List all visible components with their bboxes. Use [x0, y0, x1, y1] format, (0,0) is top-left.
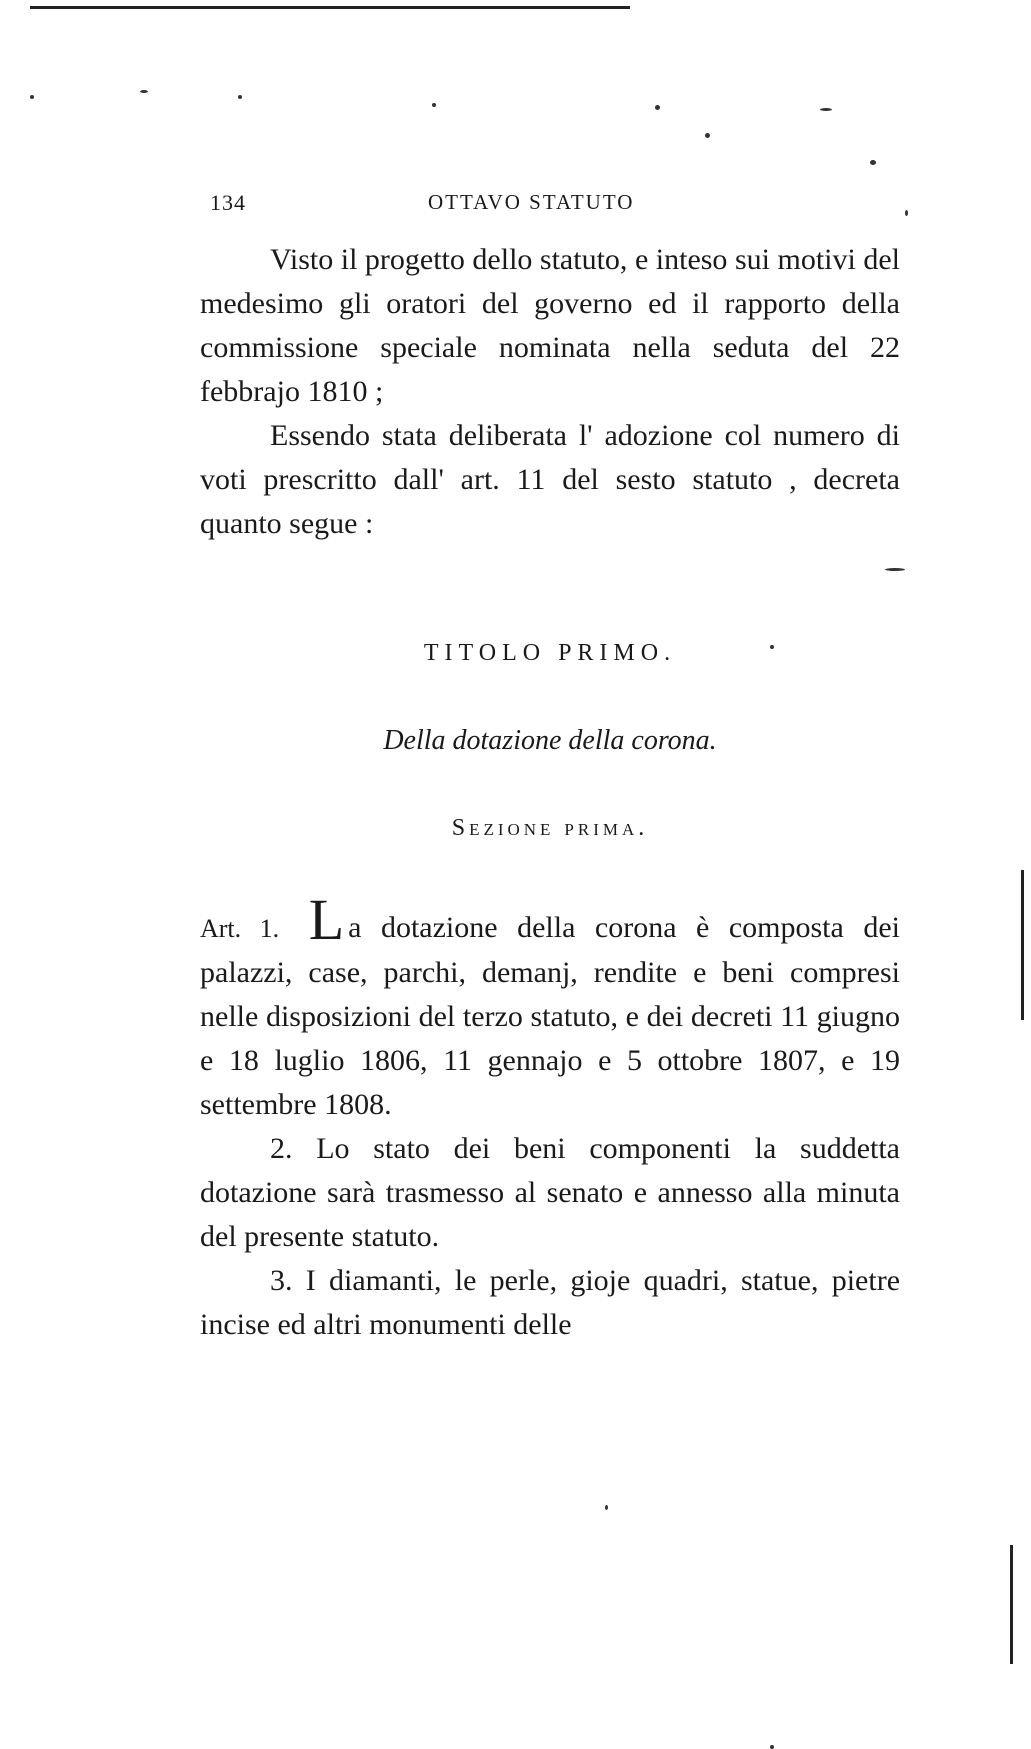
preamble-paragraph: Essendo stata deliberata l' adozione col numero di voti prescritto dall' art. 11 del sesto statuto , decreta quanto segue :	[200, 419, 900, 540]
preamble-block	[200, 238, 900, 546]
preamble-paragraph: Visto il progetto dello statuto, e inteso sui motivi del medesimo gli oratori del governo ed il rapporto della commissione speciale nominata nella seduta del 22 febbrajo 1810 ;	[200, 243, 900, 408]
scan-speck	[605, 1505, 608, 1510]
scan-speck	[432, 103, 436, 107]
drop-cap: L	[308, 887, 345, 952]
section-heading: Sezione prima.	[451, 815, 649, 841]
title-heading: TITOLO PRIMO.	[423, 640, 677, 666]
margin-scan-line	[1021, 870, 1024, 1020]
running-title: OTTAVO STATUTO	[428, 190, 635, 214]
article-2	[200, 1127, 900, 1259]
top-border-rule	[30, 6, 630, 9]
article-1-label: Art. 1.	[200, 914, 280, 943]
article-3-number: 3.	[270, 1264, 293, 1297]
scan-speck	[820, 108, 832, 111]
scan-speck	[238, 95, 242, 99]
article-3	[200, 1259, 900, 1347]
article-1	[200, 887, 900, 1127]
scan-speck	[885, 568, 905, 571]
article-2-text: Lo stato dei beni componenti la suddetta dotazione sarà trasmesso al senato e annesso alla minuta del presente statuto.	[200, 1132, 900, 1253]
scan-speck	[655, 105, 660, 110]
article-1-text: a dotazione della corona è composta dei palazzi, case, parchi, demanj, rendite e beni compresi nelle disposizioni del terzo statuto, e dei decreti 11 giugno e 18 luglio 1806, 11 gennajo e 5 ottobre 1807, e 19 settembre 1808.	[200, 911, 900, 1121]
running-head	[210, 190, 850, 220]
scan-speck	[140, 90, 148, 93]
articles-block	[200, 887, 901, 1347]
scan-speck	[870, 160, 876, 165]
scan-speck	[770, 1745, 774, 1749]
margin-scan-line	[1010, 1545, 1013, 1664]
article-3-text: I diamanti, le perle, gioje quadri, statue, pietre incise ed altri monumenti delle	[200, 1264, 901, 1341]
scan-speck	[905, 210, 908, 216]
article-2-number: 2.	[270, 1132, 293, 1165]
scan-speck	[30, 95, 34, 99]
page-number: 134	[210, 190, 246, 215]
subtitle-heading: Della dotazione della corona.	[383, 725, 717, 756]
scan-speck	[705, 133, 710, 138]
